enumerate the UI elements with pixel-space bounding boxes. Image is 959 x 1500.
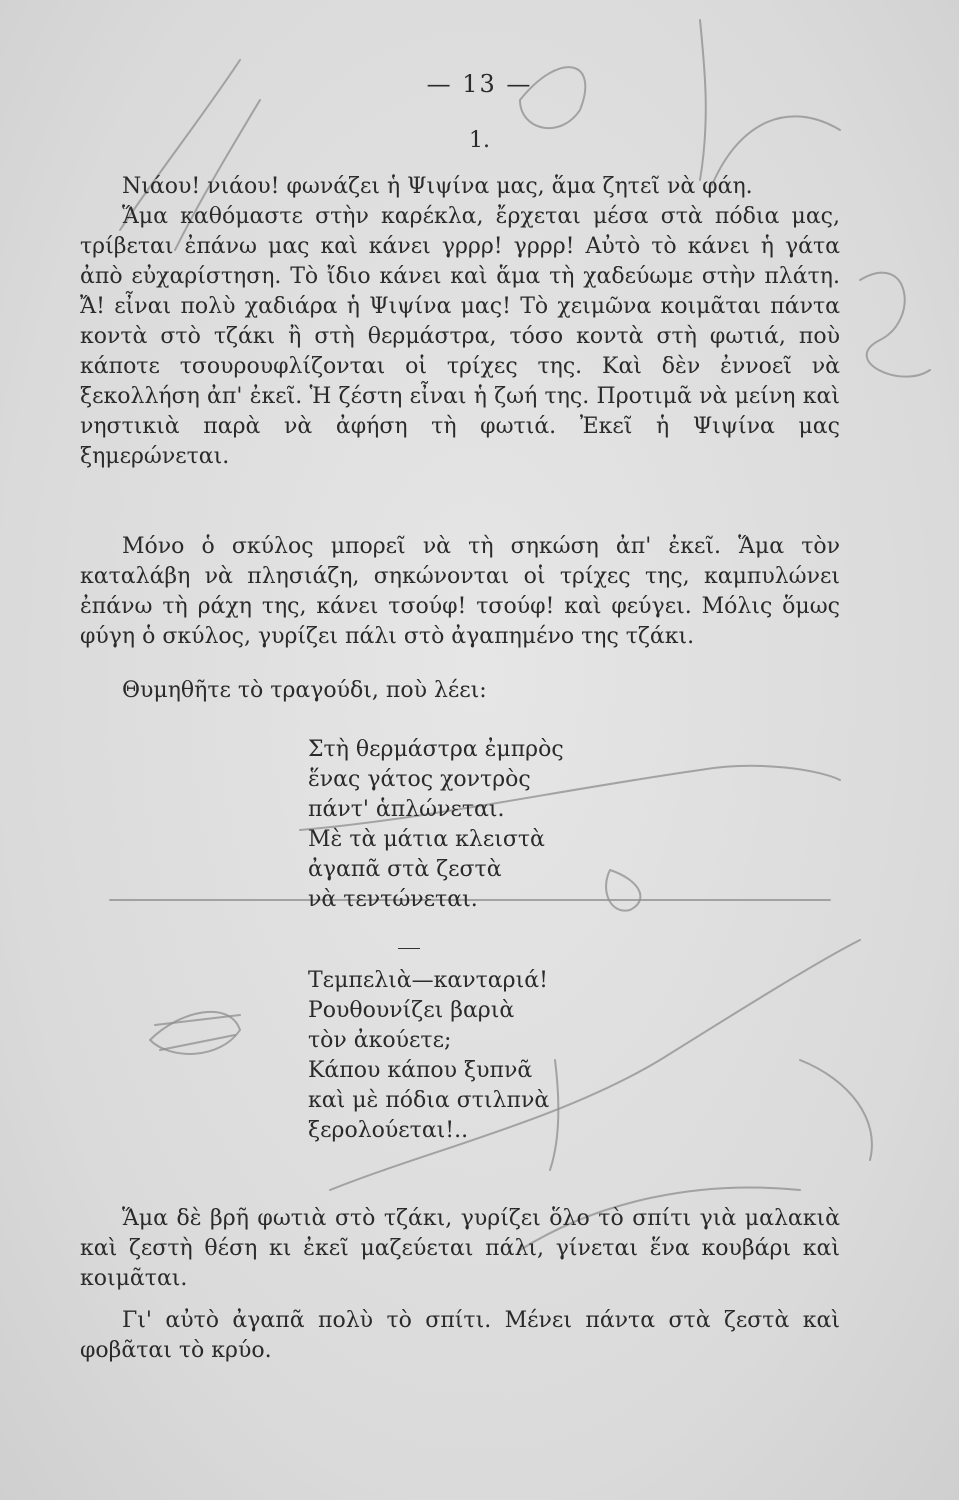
paragraph-4-text: Ἅμα δὲ βρῆ φωτιὰ στὸ τζάκι, γυρίζει ὅλο τὸ σπίτι γιὰ μαλακιὰ καὶ ζεστὴ θέση κι ἐκεῖ μαζεύεται πάλι, γίνεται ἕνα κουβάρι καὶ κοιμᾶται. [80,1206,840,1291]
poem-line: νὰ τεντώνεται. [308,887,478,912]
paragraph-3 [80,676,840,706]
poem-line: τὸν ἀκούετε; [308,1028,452,1053]
paragraph-4 [80,1204,840,1294]
paragraph-1-body: Ἅμα καθόμαστε στὴν καρέκλα, ἔρχεται μέσα στὰ πόδια μας, τρίβεται ἐπάνω μας καὶ κάνει γρρρ! γρρρ! Αὐτὸ τὸ κάνει ἡ γάτα ἀπὸ εὐχαρίστηση. Τὸ ἴδιο κάνει καὶ ἅμα τὴ χαδεύωμε στὴν πλάτη. Ἄ! εἶναι πολὺ χαδιάρα ἡ Ψιψίνα μας! Τὸ χειμῶνα κοιμᾶται πάντα κοντὰ στὸ τζάκι ἢ στὴ θερμάστρα, τόσο κοντὰ στὴ φωτιά, ποὺ κάποτε τσουρουφλίζονται οἱ τρίχες της. Καὶ δὲν ἐννοεῖ νὰ ξεκολλήση ἀπ' ἐκεῖ. Ἡ ζέστη εἶναι ἡ ζωή της. Προτιμᾶ νὰ μείνη καὶ νηστικιὰ παρὰ νὰ ἀφήση τὴ φωτιά. Ἐκεῖ ἡ Ψιψίνα μας ξημερώνεται. [80,204,840,469]
poem-line: Μὲ τὰ μάτια κλειστὰ [308,827,545,852]
paragraph-1-line-1: Νιάου! νιάου! φωνάζει ἡ Ψιψίνα μας, ἅμα ζητεῖ νὰ φάη. [122,174,753,199]
poem-line: ἀγαπᾶ στὰ ζεστὰ [308,857,502,882]
paragraph-2-text: Μόνο ὁ σκύλος μπορεῖ νὰ τὴ σηκώση ἀπ' ἐκεῖ. Ἅμα τὸν καταλάβη νὰ πλησιάζη, σηκώνονται οἱ τρίχες της, καμπυλώνει ἐπάνω τὴ ράχη της, κάνει τσούφ! τσούφ! καὶ φεύγει. Μόλις ὅμως φύγη ὁ σκύλος, γυρίζει πάλι στὸ ἀγαπημένο της τζάκι. [80,534,840,649]
paragraph-2 [80,532,840,652]
poem-line: καὶ μὲ πόδια στιλπνὰ [308,1088,550,1113]
poem-separator [398,948,420,949]
poem-line: πάντ' ἁπλώνεται. [308,797,505,822]
page-number: — 13 — [426,70,533,98]
poem-line: Ρουθουνίζει βαριὰ [308,998,515,1023]
poem-line: Στὴ θερμάστρα ἐμπρὸς [308,737,564,762]
paragraph-5 [80,1306,840,1366]
poem-stanza-1 [308,735,564,915]
paragraph-1 [80,172,840,472]
poem-line: ξερολούεται!.. [308,1118,469,1143]
poem-line: Τεμπελιὰ—κανταριά! [308,968,548,993]
poem-stanza-2 [308,966,549,1146]
chapter-number: 1. [469,128,490,153]
poem-line: Κάπου κάπου ξυπνᾶ [308,1058,533,1083]
paragraph-5-text: Γι' αὐτὸ ἀγαπᾶ πολὺ τὸ σπίτι. Μένει πάντα στὰ ζεστὰ καὶ φοβᾶται τὸ κρύο. [80,1308,840,1363]
poem-line: ἕνας γάτος χοντρὸς [308,767,531,792]
paragraph-3-text: Θυμηθῆτε τὸ τραγούδι, ποὺ λέει: [122,678,487,703]
